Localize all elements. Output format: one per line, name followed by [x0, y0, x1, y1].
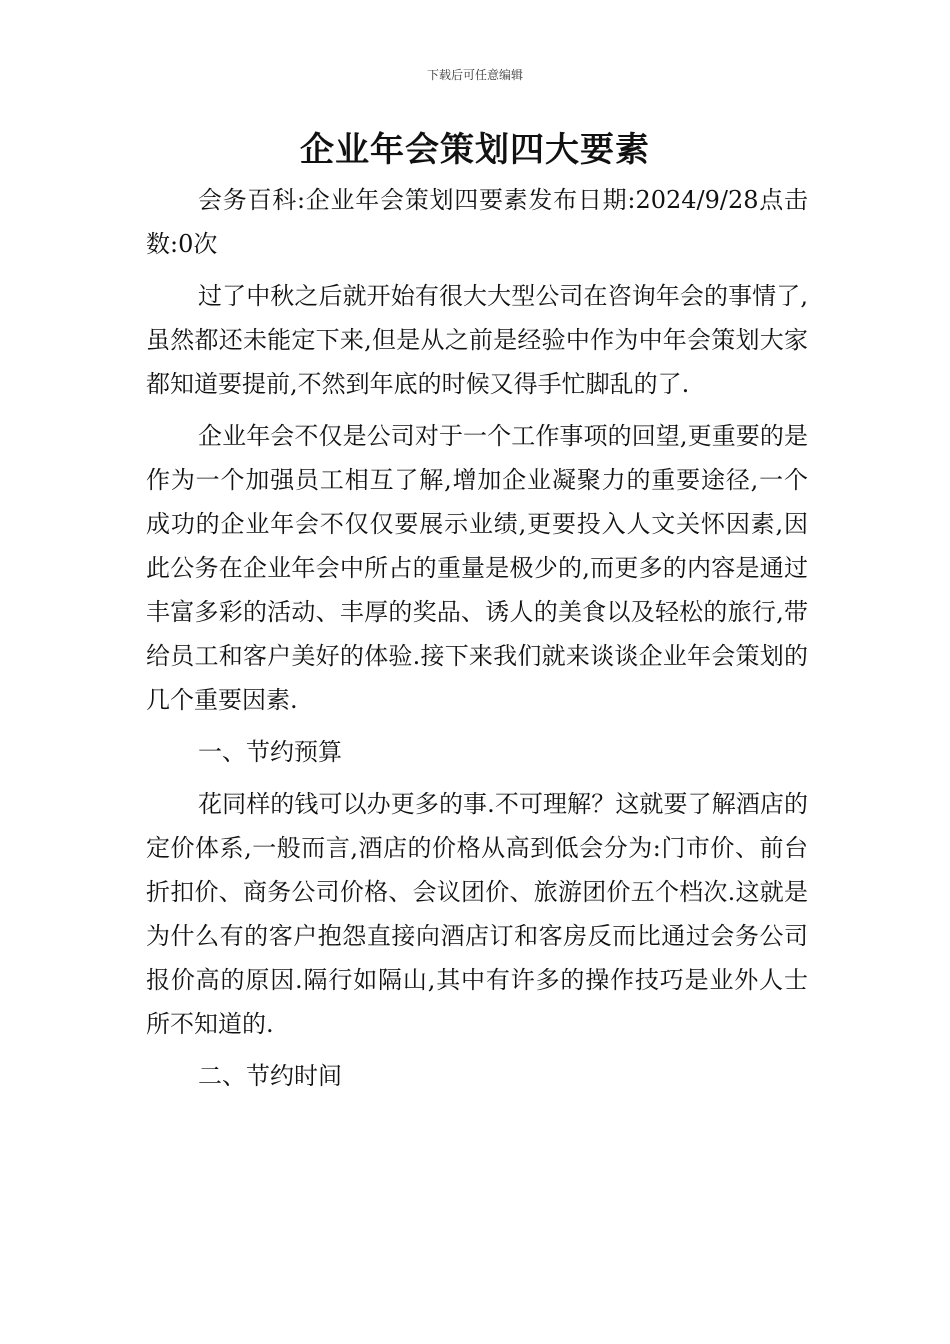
section-body-budget: 花同样的钱可以办更多的事.不可理解？这就要了解酒店的定价体系,一般而言,酒店的价格从高到低会分为:门市价、前台折扣价、商务公司价格、会议团价、旅游团价五个档次.这就是为什么有的客户抱怨直接向酒店订和客房反而比通过会务公司报价高的原因.隔行如隔山,其中有许多的操作技巧是业外人士所不知道的.: [146, 790, 808, 1038]
section-heading-budget: 一、节约预算: [198, 738, 342, 766]
intro-paragraph-2: 企业年会不仅是公司对于一个工作事项的回望,更重要的是作为一个加强员工相互了解,增加企业凝聚力的重要途径,一个成功的企业年会不仅仅要展示业绩,更要投入人文关怀因素,因此公务在企业年会中所占的重量是极少的,而更多的内容是通过丰富多彩的活动、丰厚的奖品、诱人的美食以及轻松的旅行,带给员工和客户美好的体验.接下来我们就来谈谈企业年会策划的几个重要因素.: [146, 422, 808, 714]
header-note: 下载后可任意编辑: [426, 68, 523, 82]
document-title: 企业年会策划四大要素: [300, 130, 650, 170]
meta-line: 会务百科:企业年会策划四要素发布日期:2024/9/28点击数:0次: [146, 186, 808, 258]
section-heading-time: 二、节约时间: [198, 1062, 342, 1090]
intro-paragraph-1: 过了中秋之后就开始有很大大型公司在咨询年会的事情了,虽然都还未能定下来,但是从之前是经验中作为中年会策划大家都知道要提前,不然到年底的时候又得手忙脚乱的了.: [146, 282, 808, 398]
document-body: [146, 178, 808, 1098]
